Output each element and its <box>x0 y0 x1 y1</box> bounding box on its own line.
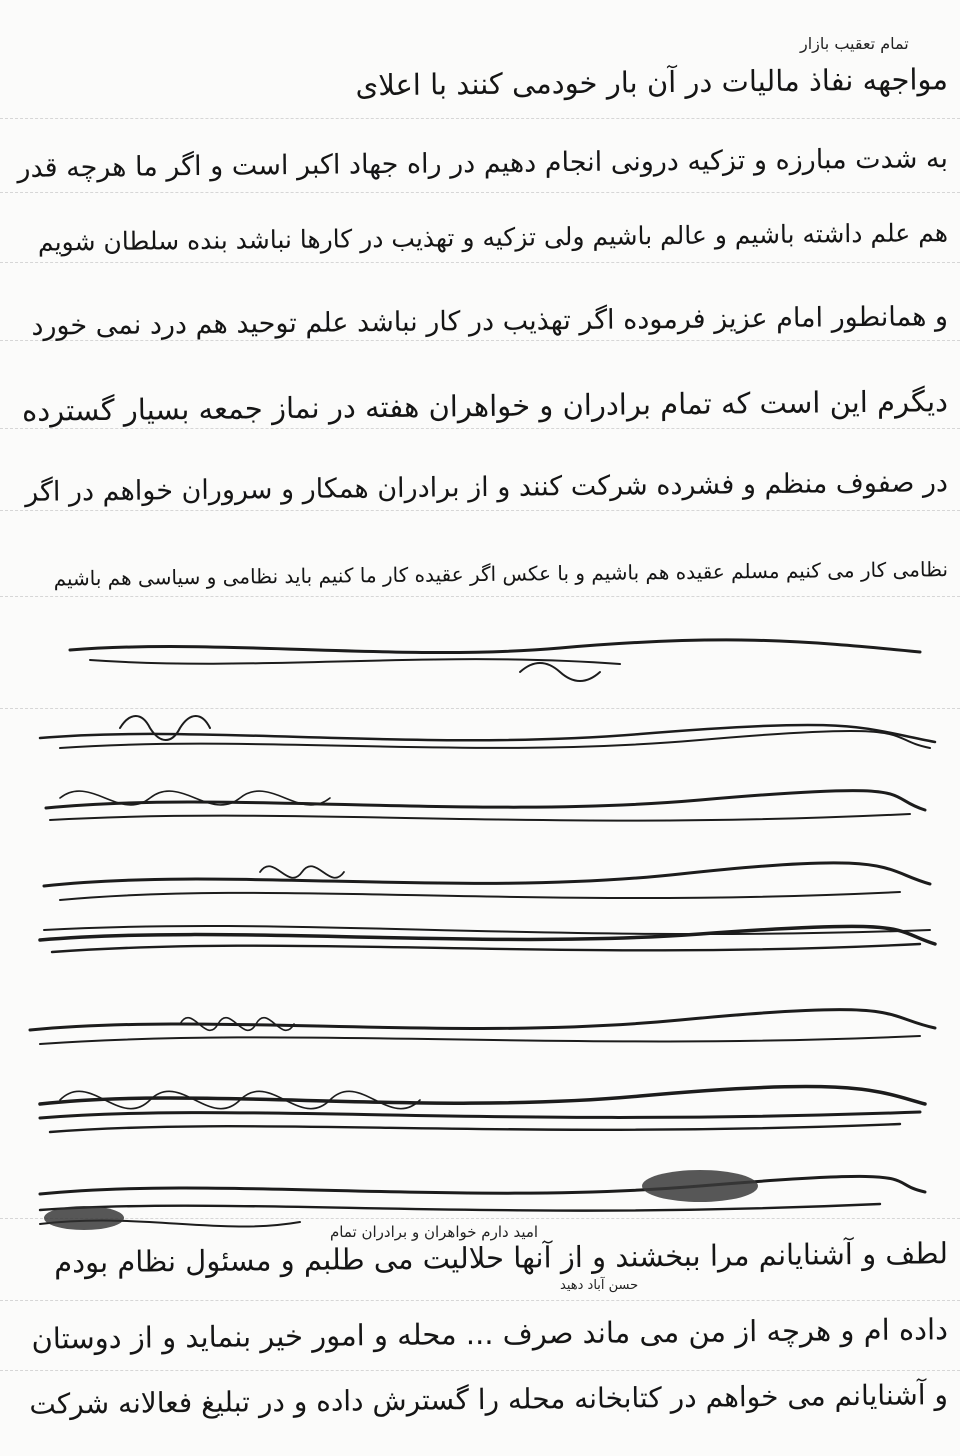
text-line-7: نظامی کار می کنیم مسلم عقیده هم باشیم و با عکس اگر عقیده کار ما کنیم باید نظامی و سیاسی هم باشیم <box>53 557 949 591</box>
closing-annotation: امید دارم خواهران و برادران تمام <box>330 1223 539 1241</box>
closing-line-1: لطف و آشنایانم مرا ببخشند و از آنها حلالیت می طلبم و مسئول نظام بودم <box>54 1236 949 1280</box>
text-line-4: و همانطور امام عزیز فرموده اگر تهذیب در کار نباشد علم توحید هم درد نمی خورد <box>31 301 949 342</box>
closing-line-2: داده ام و هرچه از من می ماند صرف ... محله و امور خیر بنماید و از دوستان <box>31 1312 949 1356</box>
text-line-2: به شدت مبارزه و تزکیه درونی انجام دهیم در راه جهاد اکبر است و اگر ما هرچه قدر <box>17 143 949 184</box>
small-annotation: حسن آباد دهید <box>560 1278 639 1293</box>
rule-line <box>0 1370 960 1371</box>
text-line-5: دیگرم این است که تمام برادران و خواهران هفته در نماز جمعه بسیار گسترده <box>21 384 949 428</box>
rule-line <box>0 192 960 193</box>
top-margin-note: تمام تعقیب بازار <box>800 34 909 53</box>
rule-line <box>0 118 960 119</box>
rule-line <box>0 1300 960 1301</box>
text-line-3: هم علم داشته باشیم و عالم باشیم ولی تزکیه و تهذیب در کارها نباشد بنده سلطان شویم <box>37 218 949 257</box>
rule-line <box>0 708 960 709</box>
closing-line-3: و آشنایانم می خواهم در کتابخانه محله را گسترش داده و در تبلیغ فعالانه شرکت <box>29 1378 949 1421</box>
text-line-1: مواجهه نفاذ مالیات در آن بار خودمی کنند با اعلای <box>355 62 949 103</box>
text-line-6: در صفوف منظم و فشرده شرکت کنند و از برادران همکار و سروران خواهم در اگر <box>24 467 949 508</box>
rule-line <box>0 1218 960 1219</box>
